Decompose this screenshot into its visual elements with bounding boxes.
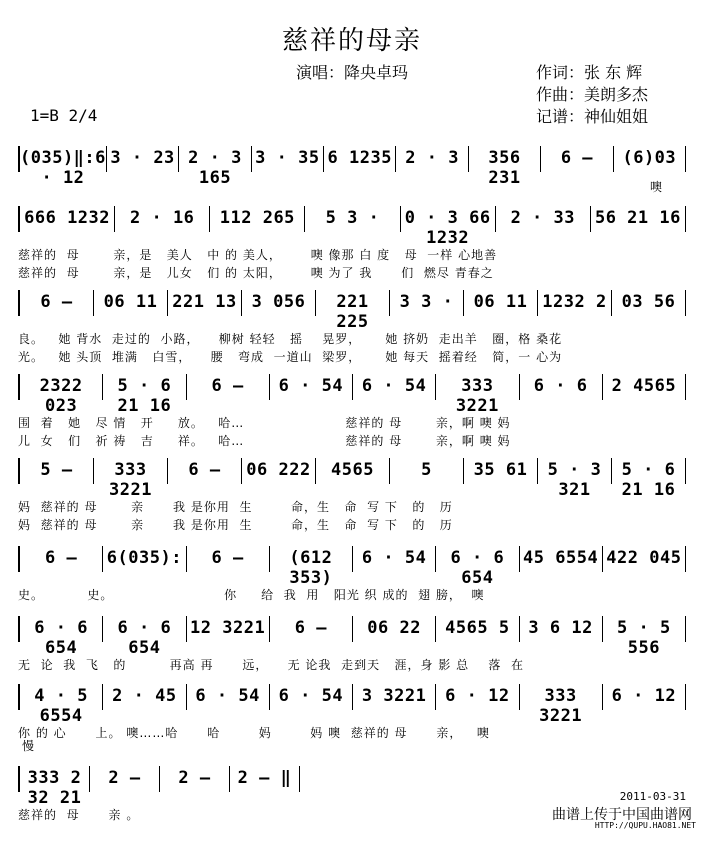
measure: 6 – (187, 546, 270, 572)
measure: 5 – (20, 458, 94, 484)
measure: 221 13 (168, 290, 242, 316)
notation-line (18, 546, 686, 588)
notation-line (18, 206, 686, 248)
measure: 6 · 6 654 (20, 616, 103, 642)
score-row (18, 374, 684, 466)
measure: (035)‖:6 · 12 (20, 148, 106, 188)
key-signature: 1=B 2/4 (30, 106, 98, 125)
lyric-line-verse-1: 围 着 她 尽 情 开 放。 哈… 慈祥的 母 亲，啊 噢 妈 (18, 416, 511, 430)
measure: 4 · 5 6554 (20, 684, 103, 710)
measure: 2 – ‖ (230, 766, 300, 792)
measure: 221 225 (316, 290, 390, 316)
measure: 6 · 12 (603, 684, 686, 710)
measure: 6 – (270, 616, 353, 642)
measure: 5 · 6 21 16 (612, 458, 686, 484)
score-row (18, 458, 684, 550)
measure: 2 · 3 (396, 146, 468, 172)
lyric-line-verse-1: 史。 史。 你 给 我 用 阳光 织 成的 翅 膀， 噢 (18, 588, 485, 602)
date-stamp: 2011-03-31 (619, 790, 686, 803)
measure: 2 · 3 165 (179, 146, 251, 172)
site-url: HTTP://QUPU.HAO81.NET (594, 821, 696, 830)
song-title: 慈祥的母亲 (281, 26, 422, 56)
lyric-line-verse-2: 妈 慈祥的 母 亲 我 是你用 生 命，生 命 写 下 的 历 (18, 518, 453, 532)
measure: 3 · 35 (252, 146, 324, 172)
measure: 422 045 (603, 546, 686, 572)
notation-line (18, 458, 686, 500)
measure: 5 (390, 458, 464, 484)
measure: 12 3221 (187, 616, 270, 642)
measure: 3 056 (242, 290, 316, 316)
measure: 56 21 16 (591, 206, 686, 232)
lyric-line-verse-1: 无 论 我 飞 的 再高 再 远， 无 论我 走到天 涯，身 影 总 落 在 (18, 658, 525, 672)
notation-line (18, 616, 686, 658)
measure: 2 · 16 (115, 206, 210, 232)
composer-credit: 作曲：美朗多杰 (536, 85, 649, 104)
notation-line (18, 766, 300, 808)
measure: 6(035): (103, 546, 186, 572)
site-watermark: 曲谱上传于中国曲谱网 (552, 807, 692, 823)
measure: 5 · 5 556 (603, 616, 686, 642)
measure: 5 · 3 321 (538, 458, 612, 484)
measure: 333 3221 (94, 458, 168, 484)
measure: 6 · 54 (270, 684, 353, 710)
lyric-line-verse-2: 光。 她 头顶 堆满 白雪， 腰 弯成 一道山 梁罗， 她 每天 摇着经 简，一 心为 (18, 350, 563, 364)
lyric-line-verse-2: 儿 女 们 祈 祷 吉 祥。 哈… 慈祥的 母 亲，啊 噢 妈 (18, 434, 511, 448)
measure: 6 – (187, 374, 270, 400)
measure: 112 265 (210, 206, 305, 232)
measure: 6 – (20, 546, 103, 572)
measure: 6 – (20, 290, 94, 316)
measure: 6 · 54 (353, 546, 436, 572)
measure: 1232 2 (538, 290, 612, 316)
measure: (612 353) (270, 546, 353, 572)
notation-line (18, 684, 686, 726)
measure: 0 · 3 66 1232 (401, 206, 496, 232)
measure: 06 11 (464, 290, 538, 316)
score-row (18, 206, 684, 298)
notation-line (18, 290, 686, 332)
measure: 06 11 (94, 290, 168, 316)
measure: 03 56 (612, 290, 686, 316)
measure: 06 22 (353, 616, 436, 642)
measure: 3 · 23 (107, 146, 179, 172)
measure: 6 · 6 654 (436, 546, 519, 572)
measure: (6)03 (614, 146, 686, 172)
measure: 2 · 45 (103, 684, 186, 710)
transcriber-credit: 记谱：神仙姐姐 (536, 107, 649, 126)
notation-line (18, 146, 686, 188)
measure: 2322 023 (20, 374, 103, 400)
measure: 6 · 54 (353, 374, 436, 400)
lyric-line-verse-1: 妈 慈祥的 母 亲 我 是你用 生 命，生 命 写 下 的 历 (18, 500, 453, 514)
measure: 3 3221 (353, 684, 436, 710)
measure: 4565 5 (436, 616, 519, 642)
measure: 6 1235 (324, 146, 396, 172)
measure: 6 – (541, 146, 613, 172)
measure: 666 1232 (20, 206, 115, 232)
lyric-line-verse-1: 你 的 心 上。 噢……哈 哈 妈 妈 噢 慈祥的 母 亲， 噢 (18, 726, 490, 740)
measure: 45 6554 (520, 546, 603, 572)
measure: 6 – (168, 458, 242, 484)
annotation-oh: 噢 (650, 180, 663, 194)
measure: 356 231 (469, 146, 541, 172)
notation-line (18, 374, 686, 416)
tempo-marking-slow: 慢 (22, 739, 35, 753)
measure: 333 3221 (520, 684, 603, 710)
measure: 3 3 · (390, 290, 464, 316)
measure: 06 222 (242, 458, 316, 484)
lyric-line-verse-2: 慈祥的 母 亲，是 儿女 们 的 太阳， 噢 为了 我 们 燃尽 青春之 (18, 266, 494, 280)
measure: 35 61 (464, 458, 538, 484)
score-row (18, 684, 684, 776)
lyric-line-verse-1: 慈祥的 母 亲 。 (18, 808, 140, 822)
measure: 6 · 6 (520, 374, 603, 400)
lyric-line-verse-1: 慈祥的 母 亲，是 美人 中 的 美人， 噢 像那 白 度 母 一样 心地善 (18, 248, 498, 262)
lyric-line-verse-1: 良。 她 背水 走过的 小路， 柳树 轻轻 摇 晃罗， 她 挤奶 走出羊 圈，格 桑花 (18, 332, 563, 346)
measure: 6 · 6 654 (103, 616, 186, 642)
measure: 6 · 54 (270, 374, 353, 400)
score-row (18, 290, 684, 382)
measure: 2 4565 (603, 374, 686, 400)
measure: 4565 (316, 458, 390, 484)
measure: 2 – (90, 766, 160, 792)
singer-credit: 演唱：降央卓玛 (296, 63, 409, 82)
measure: 5 · 6 21 16 (103, 374, 186, 400)
measure: 333 3221 (436, 374, 519, 400)
measure: 6 · 54 (187, 684, 270, 710)
measure: 333 2 32 21 (20, 766, 90, 792)
measure: 2 – (160, 766, 230, 792)
measure: 2 · 33 (496, 206, 591, 232)
score-row (18, 766, 298, 858)
lyricist-credit: 作词：张 东 辉 (536, 63, 643, 82)
measure: 3 6 12 (520, 616, 603, 642)
measure: 6 · 12 (436, 684, 519, 710)
measure: 5 3 · (305, 206, 400, 232)
